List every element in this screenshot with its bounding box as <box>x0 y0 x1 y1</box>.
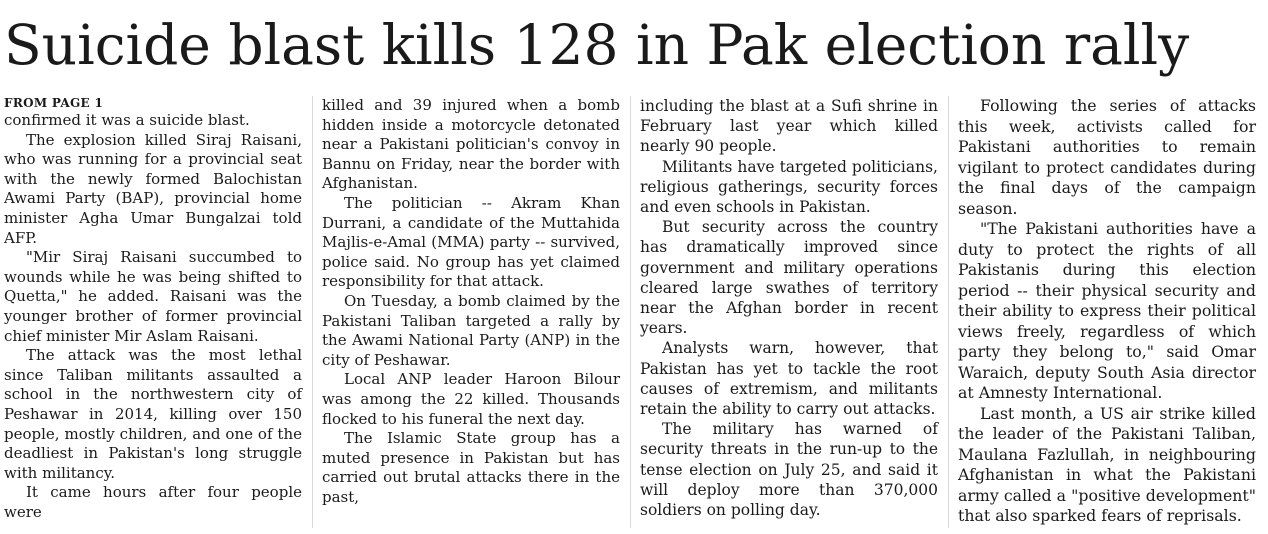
article-column-4 <box>958 96 1256 527</box>
paragraph: including the blast at a Sufi shrine in February last year which killed nearly 90 people. <box>640 97 938 156</box>
paragraph: The attack was the most lethal since Taliban militants assaulted a school in the northwestern city of Peshawar in 2014, killing over 150 people, mostly children, and one of the deadliest in Pakistan's long struggle with militancy. <box>4 346 302 482</box>
column-divider <box>312 96 313 528</box>
paragraph: On Tuesday, a bomb claimed by the Pakistani Taliban targeted a rally by the Awami National Party (ANP) in the city of Peshawar. <box>322 291 620 369</box>
article-column-1 <box>4 96 302 522</box>
paragraph: "Mir Siraj Raisani succumbed to wounds while he was being shifted to Quetta," he added. Raisani was the younger brother of former provincial chief minister Mir Aslam Raisani. <box>4 248 302 345</box>
column-divider <box>630 96 631 528</box>
paragraph: confirmed it was a suicide blast. <box>4 111 250 129</box>
article-column-2 <box>322 96 620 507</box>
paragraph: The military has warned of security threats in the run-up to the tense election on July 25, and said it will deploy more than 370,000 soldiers on polling day. <box>640 420 938 520</box>
article-column-3 <box>640 96 938 520</box>
paragraph: Militants have targeted politicians, religious gatherings, security forces and even schools in Pakistan. <box>640 157 938 217</box>
paragraph: "The Pakistani authorities have a duty to protect the rights of all Pakistanis during this election period -- their physical security and their ability to express their political views freely, regardless of which party they belong to," said Omar Waraich, deputy South Asia director at Amnesty International. <box>958 219 1256 402</box>
paragraph: Following the series of attacks this week, activists called for Pakistani authorities to remain vigilant to protect candidates during the final days of the campaign season. <box>958 96 1256 218</box>
paragraph: The Islamic State group has a muted presence in Pakistan but has carried out brutal attacks there in the past, <box>322 429 620 506</box>
headline: Suicide blast kills 128 in Pak election rally <box>4 13 1190 77</box>
paragraph: It came hours after four people were <box>4 483 302 521</box>
paragraph: killed and 39 injured when a bomb hidden inside a motorcycle detonated near a Pakistani politician's convoy in Bannu on Friday, near the border with Afghanistan. <box>322 96 620 193</box>
continued-from-label: FROM PAGE 1 <box>4 96 104 110</box>
paragraph: Analysts warn, however, that Pakistan has yet to tackle the root causes of extremism, and militants retain the ability to carry out attacks. <box>640 339 938 419</box>
paragraph: But security across the country has dramatically improved since government and military operations cleared large swathes of territory near the Afghan border in recent years. <box>640 218 938 338</box>
paragraph: Last month, a US air strike killed the leader of the Pakistani Taliban, Maulana Fazlullah, in neighbouring Afghanistan in what the Pakistani army called a "positive development" that also sparked fears of reprisals. <box>958 403 1256 525</box>
paragraph: The explosion killed Siraj Raisani, who was running for a provincial seat with the newly formed Balochistan Awami Party (BAP), provincial home minister Agha Umar Bungalzai told AFP. <box>4 130 302 247</box>
column-divider <box>948 96 949 528</box>
paragraph: Local ANP leader Haroon Bilour was among the 22 killed. Thousands flocked to his funeral the next day. <box>322 370 620 428</box>
paragraph: The politician -- Akram Khan Durrani, a candidate of the Muttahida Majlis-e-Amal (MMA) party -- survived, police said. No group has yet claimed responsibility for that attack. <box>322 193 620 291</box>
